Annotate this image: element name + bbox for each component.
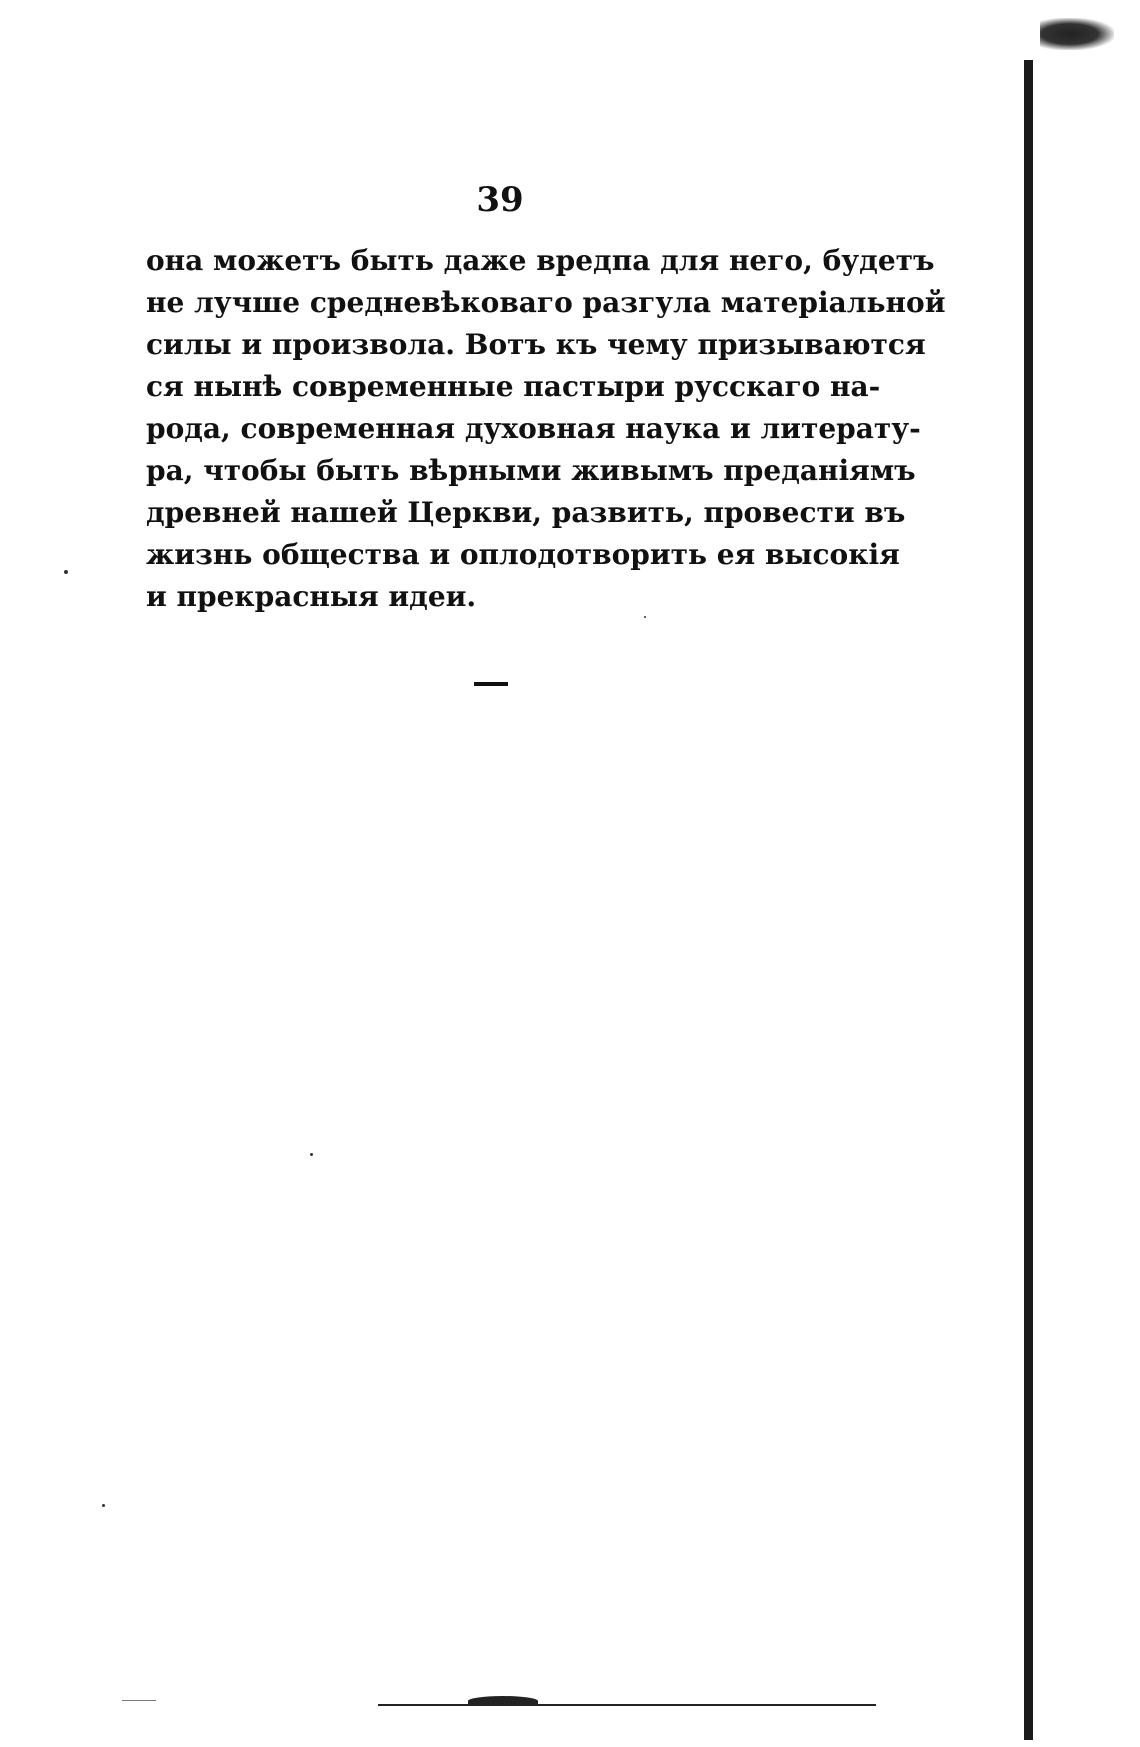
body-text [146, 240, 946, 618]
speck [102, 1504, 105, 1507]
text-line: не лучше средневѣковаго разгула матеріальной [146, 286, 946, 319]
speck [64, 570, 68, 574]
bottom-rule [378, 1704, 876, 1706]
page-number: 39 [476, 180, 524, 220]
scan-smudge [1040, 18, 1114, 50]
speck [310, 1153, 313, 1156]
end-dash [474, 682, 508, 686]
ink-blot [468, 1696, 538, 1706]
text-line: она можетъ быть даже вредпа для него, будетъ [146, 244, 935, 277]
speck [644, 616, 646, 618]
text-line: и прекрасныя идеи. [146, 580, 477, 613]
text-line: жизнь общества и оплодотворить ея высокія [146, 538, 900, 571]
text-line: древней нашей Церкви, развить, провести въ [146, 496, 906, 529]
text-line: ра, чтобы быть вѣрными живымъ преданіямъ [146, 454, 916, 487]
page-edge-shadow [1024, 60, 1033, 1740]
text-line: ся нынѣ современные пастыри русскаго на- [146, 370, 881, 403]
text-line: рода, современная духовная наука и литерату- [146, 412, 921, 445]
bottom-rule-left [122, 1700, 156, 1701]
text-line: силы и произвола. Вотъ къ чему призываются [146, 328, 926, 361]
